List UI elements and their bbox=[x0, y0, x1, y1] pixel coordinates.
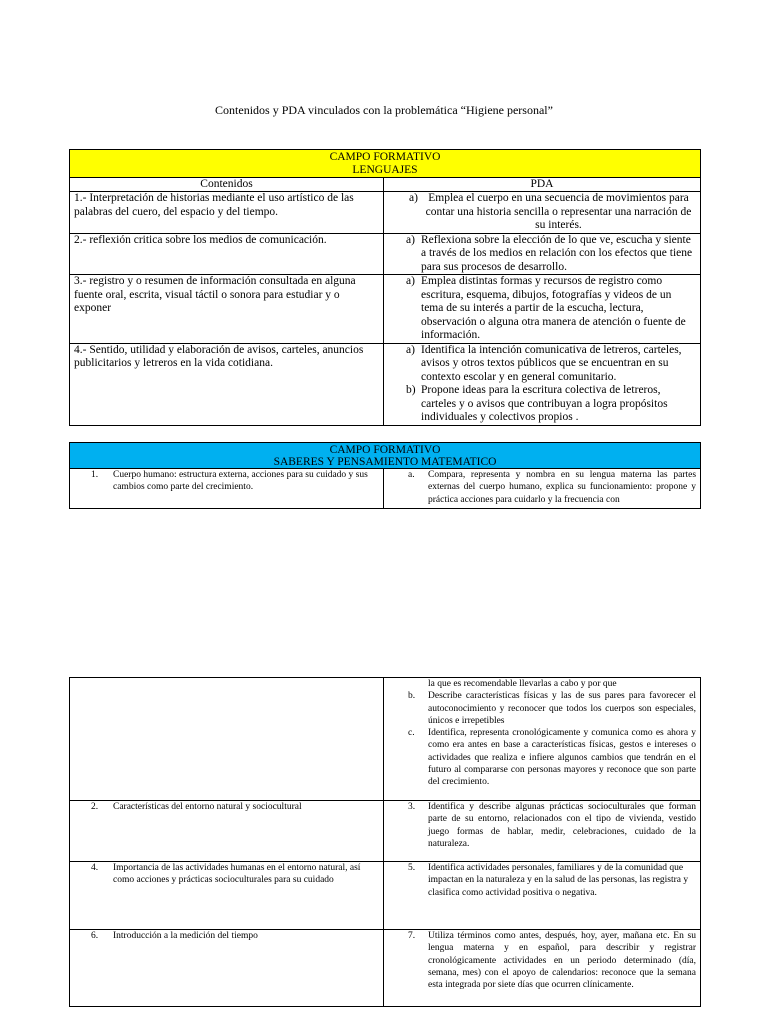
pda-text: Emplea el cuerpo en una secuencia de movimientos para contar una historia sencilla o representar una narración de su interés. bbox=[425, 192, 692, 231]
pda-marker: 5. bbox=[408, 863, 416, 873]
table-row bbox=[70, 233, 701, 275]
pda-cell bbox=[384, 469, 701, 509]
pda-item bbox=[388, 690, 696, 727]
pda-cell bbox=[384, 801, 701, 862]
table-row bbox=[70, 343, 701, 425]
table-row bbox=[70, 469, 701, 509]
pda-text: Identifica actividades personales, familiares y de la comunidad que impactan en la naturaleza y en la salud de las personas, las registra y clasifica como actividad positiva o negativa. bbox=[428, 863, 689, 898]
pda-marker: c. bbox=[408, 728, 415, 739]
pda-cell bbox=[384, 862, 701, 930]
contenido-marker: 4. bbox=[91, 863, 99, 873]
table-row bbox=[70, 801, 701, 862]
contenido-marker: 6. bbox=[91, 931, 99, 941]
table-row bbox=[70, 192, 701, 234]
saberes-label: SABERES Y PENSAMIENTO MATEMATICO bbox=[273, 456, 497, 468]
saberes-table bbox=[69, 442, 701, 509]
pda-text: Utiliza términos como antes, después, hoy, ayer, mañana etc. En su lengua materna y en español, para describir y registrar cronológicamente actividades en un periodo determinado (día, semana, mes) con el apoyo de calendarios: reconoce que la semana esta integrada por siete días que ocurren clínicamente. bbox=[428, 931, 696, 991]
pda-item bbox=[388, 384, 696, 425]
pda-text: Propone ideas para la escritura colectiva de letreros, carteles y o avisos que contribuyan a logra propósitos individuales y colectivos propios . bbox=[421, 384, 668, 423]
contenido-cell: 1.- Interpretación de historias mediante el uso artístico de las palabras del cuero, del espacio y del tiempo. bbox=[70, 192, 384, 234]
pda-cell bbox=[384, 678, 701, 801]
contenido-cell bbox=[70, 862, 384, 930]
pda-marker: a) bbox=[406, 233, 415, 246]
pda-item bbox=[388, 930, 696, 991]
contenido-marker: 2. bbox=[91, 802, 99, 812]
contenido-text: Importancia de las actividades humanas en el entorno natural, así como acciones y prácticas socioculturales para su cuidado bbox=[113, 863, 361, 886]
table-row bbox=[70, 930, 701, 1007]
lenguajes-header bbox=[70, 150, 701, 178]
pda-cell bbox=[384, 275, 701, 344]
col-header-pda: PDA bbox=[384, 178, 701, 192]
pda-item bbox=[388, 192, 696, 233]
lenguajes-table bbox=[69, 149, 701, 426]
contenido-cell: 2.- reflexión critica sobre los medios de comunicación. bbox=[70, 233, 384, 275]
pda-marker: b) bbox=[406, 384, 416, 396]
pda-item bbox=[388, 469, 696, 506]
contenido-cell bbox=[70, 801, 384, 862]
document-title: Contenidos y PDA vinculados con la problemática “Higiene personal” bbox=[215, 103, 553, 117]
pda-text: Identifica la intención comunicativa de letreros, carteles, avisos y otros textos públicos que se encuentran en su contexto escolar y en general comunitario. bbox=[421, 343, 682, 383]
campo-formativo-label: CAMPO FORMATIVO bbox=[329, 444, 441, 456]
contenido-text: Características del entorno natural y sociocultural bbox=[113, 802, 302, 812]
pda-text: Compara, representa y nombra en su lengua materna las partes externas del cuerpo humano, explica su funcionamiento: propone y práctica acciones para cuidarlo y la frecuencia con bbox=[428, 470, 697, 505]
pda-cell bbox=[384, 930, 701, 1007]
pda-marker: 3. bbox=[408, 802, 416, 812]
pda-marker: b. bbox=[408, 691, 416, 702]
col-header-contenidos: Contenidos bbox=[70, 178, 384, 192]
contenido-item bbox=[74, 801, 379, 813]
pda-cell bbox=[384, 192, 701, 234]
contenido-cell: 3.- registro y o resumen de información consultada en alguna fuente oral, escrita, visual táctil o sonora para estudiar y o exponer bbox=[70, 275, 384, 344]
pda-item bbox=[388, 727, 696, 788]
pda-cell bbox=[384, 343, 701, 425]
table-row bbox=[70, 678, 701, 801]
pda-item bbox=[388, 275, 696, 343]
contenido-text: Cuerpo humano: estructura externa, acciones para su cuidado y sus cambios como parte del crecimiento. bbox=[113, 470, 368, 493]
saberes-header bbox=[70, 443, 701, 469]
contenido-cell bbox=[70, 678, 384, 801]
contenido-cell: 4.- Sentido, utilidad y elaboración de avisos, carteles, anuncios publicitarios y letreros en la vida cotidiana. bbox=[70, 343, 384, 425]
pda-item bbox=[388, 344, 696, 385]
pda-item bbox=[388, 801, 696, 850]
lenguajes-label: LENGUAJES bbox=[352, 164, 418, 176]
table-row bbox=[70, 275, 701, 344]
pda-continuation-text: la que es recomendable llevarlas a cabo y por que bbox=[428, 679, 617, 689]
contenido-marker: 1. bbox=[91, 470, 99, 480]
contenido-item bbox=[74, 930, 379, 942]
pda-text: Identifica, representa cronológicamente y comunica como es ahora y como era antes en base a características físicas, gestos e intereses o actividades que realiza e infiere algunos cambios que tendrán en el futuro al compararse con personas mayores y reconoce que son parte del crecimiento. bbox=[428, 728, 696, 788]
contenido-cell bbox=[70, 930, 384, 1007]
contenido-item bbox=[74, 469, 379, 494]
pda-marker: a) bbox=[406, 275, 415, 287]
pda-text: Emplea distintas formas y recursos de registro como escritura, esquema, dibujos, fotografías y videos de un tema de su interés a partir de la escucha, lectura, observación o alguna otra manera de atención o fuente de información. bbox=[421, 275, 686, 341]
pda-marker: a) bbox=[406, 343, 415, 356]
pda-text: Identifica y describe algunas prácticas socioculturales que forman parte de su entorno, relacionados con el tipo de vivienda, vestido juego formas de hablar, medir, celebraciones, cuidado de la naturaleza. bbox=[428, 802, 696, 849]
pda-marker: a) bbox=[409, 192, 418, 204]
pda-marker: 7. bbox=[408, 931, 416, 941]
pda-text: Reflexiona sobre la elección de lo que ve, escucha y siente a través de los medios en relación con los efectos que tiene para sus procesos de desarrollo. bbox=[421, 233, 693, 273]
pda-marker: a. bbox=[408, 470, 415, 480]
pda-text: Describe características físicas y las de sus pares para favorecer el autoconocimiento y reconocer que todos los cuerpos son especiales, únicos e irrepetibles bbox=[428, 691, 696, 726]
contenido-text: Introducción a la medición del tiempo bbox=[113, 931, 258, 941]
saberes-continuation-table bbox=[69, 677, 701, 1007]
pda-item bbox=[388, 862, 696, 899]
campo-formativo-label: CAMPO FORMATIVO bbox=[329, 151, 441, 163]
table-row bbox=[70, 862, 701, 930]
pda-cell bbox=[384, 233, 701, 275]
contenido-item bbox=[74, 862, 379, 887]
contenido-cell bbox=[70, 469, 384, 509]
pda-item bbox=[388, 234, 696, 275]
